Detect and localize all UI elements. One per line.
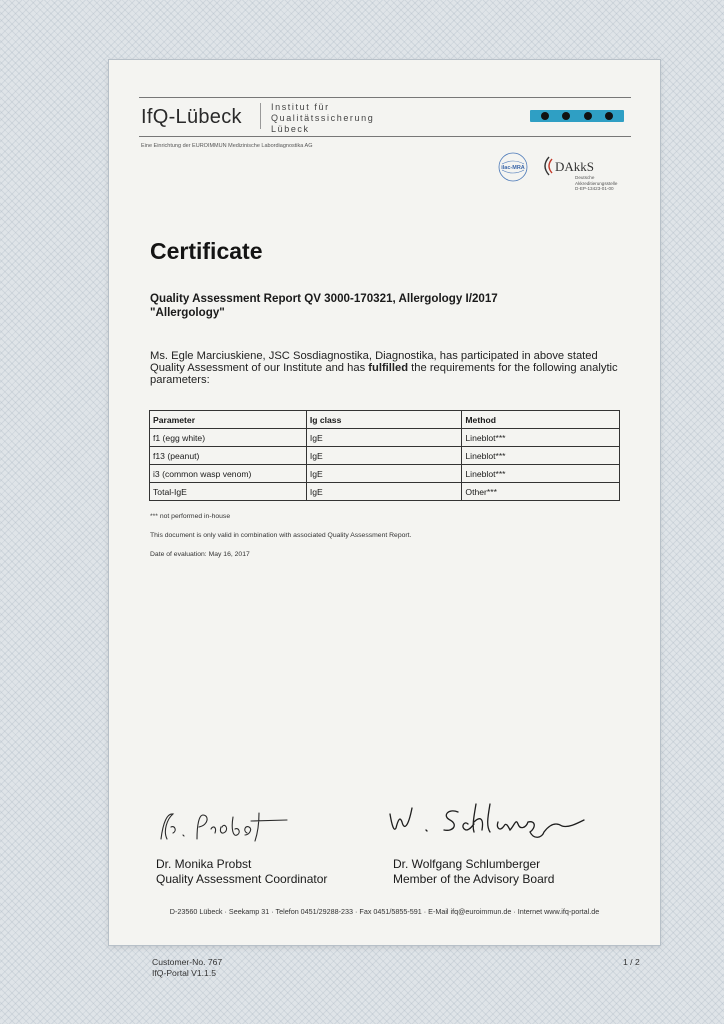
signer-role: Member of the Advisory Board bbox=[393, 872, 555, 886]
dakks-text bbox=[575, 175, 617, 192]
table-cell: f13 (peanut) bbox=[150, 447, 307, 465]
signer-role: Quality Assessment Coordinator bbox=[156, 872, 328, 886]
table-row bbox=[150, 429, 620, 447]
table-row bbox=[150, 483, 620, 501]
ilac-logo-label: ilac-MRA bbox=[501, 165, 525, 171]
header-rule-bottom bbox=[139, 136, 631, 137]
report-subtitle bbox=[150, 292, 498, 319]
column-header: Method bbox=[462, 411, 620, 429]
footnote: *** not performed in-house bbox=[150, 513, 231, 520]
institute-line: Institut für bbox=[271, 102, 330, 112]
address-footer: D-23560 Lübeck · Seekamp 31 · Telefon 0451/29288-233 · Fax 0451/5855-591 · E-Mail ifq@euroimmun.de · Internet www.ifq-portal.de bbox=[169, 907, 600, 916]
table-row bbox=[150, 447, 620, 465]
table-cell: f1 (egg white) bbox=[150, 429, 307, 447]
subtitle-line: "Allergology" bbox=[150, 305, 225, 319]
dakks-line: D-EP-13423-01-00 bbox=[575, 186, 614, 191]
institute-name bbox=[271, 102, 374, 135]
header-subline: Eine Einrichtung der EUROIMMUN Medizinische Labordiagnostika AG bbox=[141, 143, 313, 149]
intro-text: Ms. Egle Marciuskiene, JSC Sosdiagnostika, Diagnostika, has participated in above stated Quality Assessment of our Institute and has bbox=[150, 350, 598, 375]
portal-version: IfQ-Portal V1.1.5 bbox=[152, 968, 217, 978]
intro-text-end: the requirements for the following analytic parameters: bbox=[150, 362, 618, 387]
table-cell: Other*** bbox=[462, 483, 620, 501]
table-cell: Lineblot*** bbox=[462, 465, 620, 483]
signature-block-left bbox=[156, 857, 327, 887]
intro-paragraph bbox=[150, 350, 622, 387]
column-header: Parameter bbox=[150, 411, 307, 429]
page-number: 1 / 2 bbox=[623, 957, 640, 967]
intro-bold: fulfilled bbox=[368, 362, 409, 375]
table-cell: IgE bbox=[306, 447, 462, 465]
table-cell: Lineblot*** bbox=[462, 447, 620, 465]
ifq-dots-logo-icon bbox=[530, 110, 624, 122]
header-rule-top bbox=[139, 97, 631, 98]
ilac-mra-logo-icon bbox=[498, 152, 528, 182]
table-cell: IgE bbox=[306, 465, 462, 483]
column-header: Ig class bbox=[306, 411, 462, 429]
institute-line: Qualitätssicherung bbox=[271, 113, 375, 123]
validity-note: This document is only valid in combination with associated Quality Assessment Report. bbox=[150, 532, 412, 539]
table-cell: Total-IgE bbox=[150, 483, 307, 501]
probst-signature-icon bbox=[153, 805, 293, 850]
logo-separator bbox=[260, 103, 261, 129]
schlumberger-signature-icon bbox=[386, 798, 606, 853]
table-cell: IgE bbox=[306, 429, 462, 447]
dakks-title: DAkkS bbox=[555, 159, 595, 174]
parameters-table bbox=[149, 410, 620, 501]
ifq-logo-text: IfQ-Lübeck bbox=[141, 106, 242, 128]
table-cell: IgE bbox=[306, 483, 462, 501]
certificate-title: Certificate bbox=[150, 238, 263, 264]
certificate-page bbox=[109, 60, 660, 945]
customer-number: Customer-No. 767 bbox=[152, 957, 223, 967]
table-cell: Lineblot*** bbox=[462, 429, 620, 447]
table-header-row bbox=[150, 411, 620, 429]
institute-line: Lübeck bbox=[271, 124, 310, 134]
dakks-line: Deutsche bbox=[575, 175, 595, 180]
signer-name: Dr. Wolfgang Schlumberger bbox=[393, 857, 541, 871]
evaluation-date: Date of evaluation: May 16, 2017 bbox=[150, 551, 250, 558]
dakks-mark-icon bbox=[539, 156, 553, 176]
table-row bbox=[150, 465, 620, 483]
dakks-line: Akkreditierungsstelle bbox=[575, 180, 618, 186]
signature-block-right bbox=[393, 857, 554, 887]
subtitle-line: Quality Assessment Report QV 3000-170321, Allergology I/2017 bbox=[150, 292, 498, 305]
table-cell: i3 (common wasp venom) bbox=[150, 465, 307, 483]
signer-name: Dr. Monika Probst bbox=[156, 857, 252, 871]
